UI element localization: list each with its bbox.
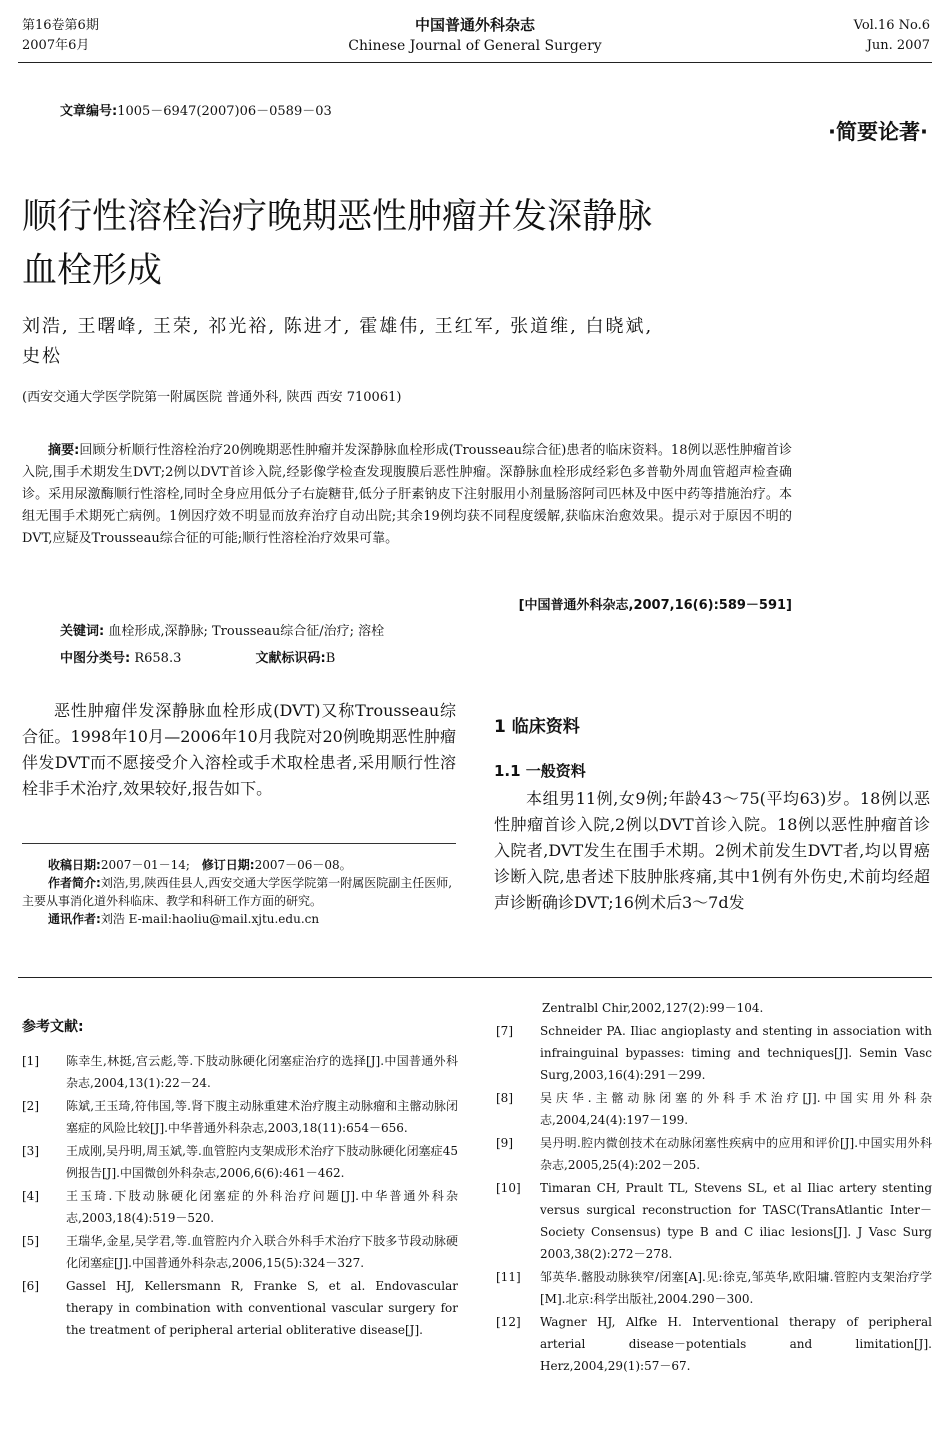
- reference-text: 王成刚,吴丹明,周玉斌,等.血管腔内支架成形术治疗下肢动脉硬化闭塞症45例报告[J].中国微创外科杂志,2006,6(6):461－462.: [66, 1144, 458, 1180]
- authors-line-1: 刘浩, 王曙峰, 王荣, 祁光裕, 陈进才, 霍雄伟, 王红军, 张道维, 白晓斌,: [22, 316, 654, 337]
- header-date-en: Jun. 2007: [866, 38, 930, 53]
- keywords: [60, 620, 384, 639]
- journal-name-en: Chinese Journal of General Surgery: [348, 38, 602, 54]
- classification-row: [60, 647, 335, 666]
- author-list: [22, 312, 922, 372]
- reference-text: 王玉琦.下肢动脉硬化闭塞症的外科治疗问题[J].中华普通外科杂志,2003,18(4):519－520.: [66, 1189, 458, 1225]
- reference-item: [496, 1132, 932, 1176]
- reference-number: [3]: [22, 1144, 39, 1158]
- clinical-paragraph: [494, 786, 930, 916]
- abstract-citation: [中国普通外科杂志,2007,16(6):589－591]: [518, 598, 792, 613]
- bio-label: 作者简介:: [48, 876, 101, 890]
- reference-number: [11]: [496, 1270, 521, 1284]
- reference-item: [22, 1050, 458, 1094]
- abstract-label: 摘要:: [48, 443, 80, 458]
- references-heading: 参考文献:: [22, 1019, 84, 1035]
- keywords-label: 关键词:: [60, 624, 105, 639]
- reference-item: [22, 1140, 458, 1184]
- reference-number: [2]: [22, 1099, 39, 1113]
- reference-number: [12]: [496, 1315, 521, 1329]
- correspondence: 刘浩 E-mail:haoliu@mail.xjtu.edu.cn: [100, 912, 320, 926]
- subsection-heading: 1.1 一般资料: [494, 762, 586, 780]
- reference-text: 吴丹明.腔内微创技术在动脉闭塞性疾病中的应用和评价[J].中国实用外科杂志,2005,25(4):202－205.: [540, 1136, 932, 1172]
- header-volume-info: [22, 16, 99, 56]
- reference-item: [22, 1275, 458, 1341]
- article-number-label: 文章编号:: [60, 104, 118, 119]
- reference-number: [1]: [22, 1054, 39, 1068]
- article-title: [22, 190, 782, 298]
- reference-item: [496, 1087, 932, 1131]
- reference-number: [6]: [22, 1279, 39, 1293]
- affiliation: (西安交通大学医学院第一附属医院 普通外科, 陕西 西安 710061): [22, 390, 402, 405]
- footnote-divider: [22, 843, 456, 844]
- reference-number: [9]: [496, 1136, 513, 1150]
- header-divider: [18, 62, 932, 63]
- reference-text: 邹英华.髂股动脉狭窄/闭塞[A].见:徐克,邹英华,欧阳墉.管腔内支架治疗学[M].北京:科学出版社,2004.290－300.: [540, 1270, 932, 1306]
- article-number: [60, 100, 332, 119]
- header-volume-info-en: [770, 16, 930, 56]
- header-volume: 第16卷第6期: [22, 18, 99, 33]
- reference-item: [496, 1020, 932, 1086]
- footnote-block: [22, 856, 456, 928]
- clc-value: R658.3: [134, 651, 182, 666]
- title-line-2: 血栓形成: [22, 251, 163, 291]
- reference-continuation: [496, 997, 932, 1019]
- header-journal: [300, 14, 650, 56]
- abstract-text: 回顾分析顺行性溶栓治疗20例晚期恶性肿瘤并发深静脉血栓形成(Trousseau综合征)患者的临床资料。18例以恶性肿瘤首诊入院,围手术期发生DVT;2例以DVT首诊入院,经影像学检查发现腹膜后恶性肿瘤。深静脉血栓形成经彩色多普勒外周血管超声检查确诊。采用尿激酶顺行性溶栓,同时全身应用低分子右旋糖苷,低分子肝素钠皮下注射服用小剂量肠溶阿司匹林及中医中药等措施治疗。本组无围手术期死亡病例。1例因疗效不明显而放弃治疗自动出院;其余19例均获不同程度缓解,获临床治愈效果。提示对于原因不明的DVT,应疑及Trousseau综合征的可能;顺行性溶栓治疗效果可靠。: [22, 443, 792, 546]
- abstract: [22, 440, 792, 550]
- reference-item: [496, 1177, 932, 1265]
- article-number-value: 1005－6947(2007)06－0589－03: [117, 104, 332, 119]
- reference-text: 王瑞华,金星,吴学君,等.血管腔内介入联合外科手术治疗下肢多节段动脉硬化闭塞症[J].中国普通外科杂志,2006,15(5):324－327.: [66, 1234, 458, 1270]
- received-date: 2007－01－14;: [100, 858, 190, 872]
- reference-item: [22, 1095, 458, 1139]
- doc-code-value: B: [325, 651, 336, 666]
- section-heading: 1 临床资料: [494, 717, 580, 737]
- reference-number: [5]: [22, 1234, 39, 1248]
- reference-number: [4]: [22, 1189, 39, 1203]
- reference-text: 吴庆华.主髂动脉闭塞的外科手术治疗[J].中国实用外科杂志,2004,24(4):197－199.: [540, 1091, 932, 1127]
- reference-number: [7]: [496, 1024, 513, 1038]
- reference-text: 陈斌,王玉琦,符伟国,等.肾下腹主动脉重建术治疗腹主动脉瘤和主髂动脉闭塞症的风险比较[J].中华普通外科杂志,2003,18(11):654－656.: [66, 1099, 458, 1135]
- clc-label: 中图分类号:: [60, 651, 131, 666]
- reference-text: Schneider PA. Iliac angioplasty and stenting in association with infrainguinal bypasses: timing and techniques[J]. Semin Vasc Surg,2003,16(4):291－299.: [540, 1024, 932, 1082]
- reference-number: [10]: [496, 1181, 521, 1195]
- reference-text: Timaran CH, Prault TL, Stevens SL, et al Iliac artery stenting versus surgical reconstruction for TASC(TransAtlantic Inter－Society Consensus) type B and C iliac lesions[J]. J Vasc Surg 2003,38(2):272－278.: [540, 1181, 932, 1261]
- reference-text: Zentralbl Chir,2002,127(2):99－104.: [542, 1001, 764, 1015]
- header-date: 2007年6月: [22, 38, 90, 53]
- revised-label: 修订日期:: [201, 858, 255, 872]
- reference-text: Wagner HJ, Alfke H. Interventional therapy of peripheral arterial disease－potentials and limitation[J]. Herz,2004,29(1):57－67.: [540, 1315, 932, 1373]
- reference-text: 陈幸生,林挺,宫云彪,等.下肢动脉硬化闭塞症治疗的选择[J].中国普通外科杂志,2004,13(1):22－24.: [66, 1054, 458, 1090]
- reference-item: [22, 1230, 458, 1274]
- revised-date: 2007－06－08。: [254, 858, 352, 872]
- intro-paragraph: [22, 698, 456, 802]
- references-left-column: [22, 1050, 458, 1342]
- reference-item: [496, 1311, 932, 1377]
- doc-code-label: 文献标识码:: [255, 651, 326, 666]
- author-bio: 刘浩,男,陕西佳县人,西安交通大学医学院第一附属医院副主任医师,主要从事消化道外科临床、教学和科研工作方面的研究。: [22, 876, 453, 908]
- reference-item: [496, 1266, 932, 1310]
- reference-item: [22, 1185, 458, 1229]
- correspondence-label: 通讯作者:: [48, 912, 101, 926]
- reference-text: Gassel HJ, Kellersmann R, Franke S, et al. Endovascular therapy in combination with conventional vascular surgery for the treatment of peripheral arterial obliterative disease[J].: [66, 1279, 458, 1337]
- header-volume-en: Vol.16 No.6: [853, 18, 930, 33]
- references-divider: [18, 977, 932, 978]
- journal-name-cn: 中国普通外科杂志: [414, 16, 535, 34]
- keywords-value: 血栓形成,深静脉; Trousseau综合征/治疗; 溶栓: [108, 624, 385, 639]
- intro-text: 恶性肿瘤伴发深静脉血栓形成(DVT)又称Trousseau综合征。1998年10月—2006年10月我院对20例晚期恶性肿瘤伴发DVT而不愿接受介入溶栓或手术取栓患者,采用顺行性溶栓非手术治疗,效果较好,报告如下。: [22, 701, 456, 798]
- reference-number: [8]: [496, 1091, 513, 1105]
- references-right-column: [496, 997, 932, 1378]
- title-line-1: 顺行性溶栓治疗晚期恶性肿瘤并发深静脉: [22, 197, 653, 237]
- section-tag: ·简要论著·: [828, 120, 928, 144]
- authors-line-2: 史松: [22, 346, 62, 367]
- clinical-text: 本组男11例,女9例;年龄43～75(平均63)岁。18例以恶性肿瘤首诊入院,2例以DVT首诊入院。18例以恶性肿瘤首诊入院者,DVT发生在围手术期。2例术前发生DVT者,均以胃癌诊断入院,患者述下肢肿胀疼痛,其中1例有外伤史,术前均经超声诊断确诊DVT;16例术后3～7d发: [494, 789, 930, 912]
- received-label: 收稿日期:: [48, 858, 101, 872]
